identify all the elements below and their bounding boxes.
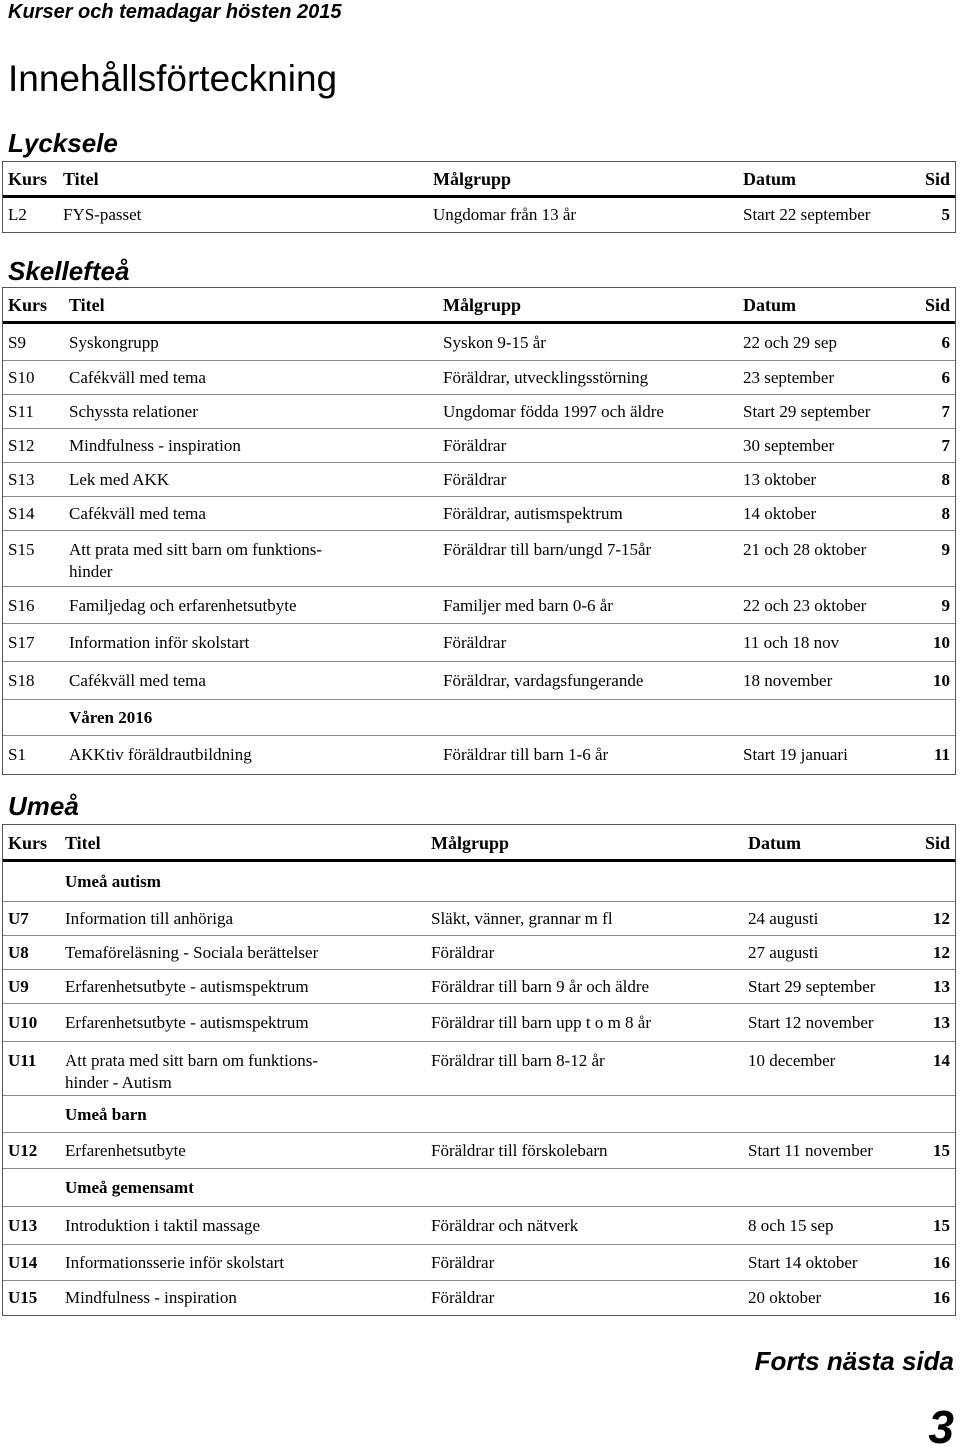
table-row [3,198,955,232]
cell-kurs: U10 [8,1013,38,1032]
column-header-datum: Datum [743,169,796,189]
table-subheading-row [3,700,955,736]
table-row [3,497,955,531]
cell-datum: Start 29 september [743,402,871,421]
cell-titel: FYS-passet [63,205,142,224]
cell-titel: Mindfulness - inspiration [69,436,241,455]
cell-malgrupp: Ungdomar födda 1997 och äldre [443,402,664,421]
cell-malgrupp: Föräldrar [431,1288,495,1307]
cell-malgrupp: Släkt, vänner, grannar m fl [431,909,613,928]
table-row [3,587,955,624]
cell-malgrupp: Föräldrar, utvecklingsstörning [443,368,649,387]
section-title-skelleftea: Skellefteå [8,256,130,286]
cell-sid: 6 [941,368,950,387]
table-row [3,395,955,429]
cell-malgrupp: Föräldrar, vardagsfungerande [443,671,644,690]
cell-datum: Start 22 september [743,205,871,224]
cell-malgrupp: Föräldrar och nätverk [431,1216,579,1235]
column-header-kurs: Kurs [8,295,48,315]
table-row [3,662,955,700]
cell-datum: 22 och 29 sep [743,333,837,352]
table-row [3,1133,955,1169]
cell-sid: 13 [933,977,950,996]
table-row [3,624,955,662]
cell-titel: Cafékväll med tema [69,671,206,690]
continued-next-page-label: Forts nästa sida [754,1346,954,1376]
cell-sid: 6 [941,333,950,352]
row-subheading: Umeå barn [65,1105,147,1124]
cell-titel: AKKtiv föräldrautbildning [69,745,252,764]
cell-sid: 8 [941,470,950,489]
course-table-umea [2,824,956,1316]
table-subheading-row [3,1096,955,1133]
cell-datum: 27 augusti [748,943,819,962]
cell-kurs: U11 [8,1051,37,1070]
cell-titel: Mindfulness - inspiration [65,1288,237,1307]
section-title-lycksele: Lycksele [8,128,118,158]
cell-sid: 5 [941,205,950,224]
column-header-malgrupp: Målgrupp [431,833,510,853]
cell-datum: 23 september [743,368,835,387]
cell-malgrupp: Föräldrar till barn 9 år och äldre [431,977,650,996]
cell-datum: Start 19 januari [743,745,848,764]
table-row [3,1281,955,1315]
cell-sid: 14 [933,1051,950,1070]
cell-datum: 30 september [743,436,835,455]
cell-malgrupp: Föräldrar till barn 8-12 år [431,1051,605,1070]
cell-datum: Start 11 november [748,1141,873,1160]
cell-malgrupp: Ungdomar från 13 år [433,205,577,224]
table-row [3,970,955,1004]
cell-titel: Temaföreläsning - Sociala berättelser [65,943,319,962]
table-row [3,531,955,587]
table-row [3,1207,955,1245]
cell-kurs: S1 [8,745,26,764]
cell-datum: 10 december [748,1051,836,1070]
cell-datum: 21 och 28 oktober [743,540,867,559]
cell-sid: 13 [933,1013,950,1032]
cell-titel: Information till anhöriga [65,909,234,928]
cell-titel: Erfarenhetsutbyte - autismspektrum [65,977,309,996]
cell-titel: Att prata med sitt barn om funktions- hinder [69,540,323,581]
cell-titel: Att prata med sitt barn om funktions- hinder - Autism [65,1051,319,1092]
cell-sid: 12 [933,943,950,962]
row-subheading: Umeå autism [65,872,161,891]
cell-titel: Erfarenhetsutbyte - autismspektrum [65,1013,309,1032]
cell-datum: 24 augusti [748,909,819,928]
cell-datum: 18 november [743,671,833,690]
table-row [3,936,955,970]
cell-kurs: U15 [8,1288,38,1307]
cell-kurs: U13 [8,1216,38,1235]
page-header: Kurser och temadagar hösten 2015 [8,1,342,23]
table-header-row [3,825,955,862]
cell-kurs: S14 [8,504,35,523]
table-row [3,463,955,497]
cell-malgrupp: Föräldrar till barn/ungd 7-15år [443,540,652,559]
cell-datum: 22 och 23 oktober [743,596,867,615]
table-row [3,736,955,774]
cell-kurs: S12 [8,436,35,455]
table-row [3,1245,955,1281]
cell-sid: 15 [933,1216,950,1235]
cell-kurs: U12 [8,1141,38,1160]
cell-titel: Familjedag och erfarenhetsutbyte [69,596,297,615]
row-subheading: Umeå gemensamt [65,1178,194,1197]
column-header-titel: Titel [63,169,99,189]
table-row [3,324,955,361]
cell-datum: Start 12 november [748,1013,874,1032]
cell-malgrupp: Föräldrar till förskolebarn [431,1141,608,1160]
cell-malgrupp: Föräldrar [443,470,507,489]
cell-sid: 16 [933,1253,950,1272]
column-header-datum: Datum [743,295,796,315]
cell-kurs: S15 [8,540,35,559]
cell-sid: 7 [941,436,950,455]
cell-datum: Start 29 september [748,977,876,996]
cell-kurs: L2 [8,205,27,224]
cell-kurs: S16 [8,596,35,615]
column-header-titel: Titel [69,295,105,315]
cell-titel: Erfarenhetsutbyte [65,1141,186,1160]
column-header-kurs: Kurs [8,833,48,853]
cell-datum: Start 14 oktober [748,1253,858,1272]
table-subheading-row [3,862,955,902]
column-header-sid: Sid [924,169,950,189]
table-header-row [3,288,955,324]
cell-titel: Cafékväll med tema [69,368,206,387]
column-header-sid: Sid [924,295,950,315]
column-header-datum: Datum [748,833,801,853]
cell-kurs: U7 [8,909,29,928]
toc-title: Innehållsförteckning [8,58,338,99]
column-header-titel: Titel [65,833,101,853]
cell-kurs: S11 [8,402,34,421]
table-row [3,1004,955,1042]
cell-kurs: U8 [8,943,29,962]
cell-datum: 14 oktober [743,504,817,523]
cell-titel: Information inför skolstart [69,633,250,652]
cell-datum: 13 oktober [743,470,817,489]
cell-datum: 8 och 15 sep [748,1216,834,1235]
table-row [3,361,955,395]
cell-sid: 9 [941,540,950,559]
cell-titel: Introduktion i taktil massage [65,1216,260,1235]
column-header-malgrupp: Målgrupp [443,295,522,315]
cell-malgrupp: Föräldrar, autismspektrum [443,504,623,523]
cell-sid: 7 [941,402,950,421]
cell-titel: Lek med AKK [69,470,170,489]
table-row [3,429,955,463]
cell-kurs: S17 [8,633,35,652]
cell-malgrupp: Syskon 9-15 år [443,333,546,352]
cell-sid: 11 [933,745,950,764]
cell-titel: Schyssta relationer [69,402,198,421]
table-row [3,1042,955,1096]
section-title-umea: Umeå [8,791,79,821]
cell-malgrupp: Föräldrar till barn 1-6 år [443,745,609,764]
cell-sid: 9 [941,596,950,615]
cell-kurs: U14 [8,1253,38,1272]
cell-titel: Cafékväll med tema [69,504,206,523]
page-number: 3 [928,1401,954,1453]
table-header-row [3,162,955,198]
cell-sid: 10 [933,671,950,690]
row-subheading: Våren 2016 [69,708,153,727]
column-header-kurs: Kurs [8,169,48,189]
cell-kurs: S10 [8,368,35,387]
cell-titel: Syskongrupp [69,333,159,352]
cell-malgrupp: Föräldrar [443,633,507,652]
column-header-malgrupp: Målgrupp [433,169,512,189]
cell-malgrupp: Föräldrar till barn upp t o m 8 år [431,1013,652,1032]
course-table-skelleftea [2,287,956,775]
cell-sid: 10 [933,633,950,652]
cell-datum: 20 oktober [748,1288,822,1307]
column-header-sid: Sid [924,833,950,853]
table-subheading-row [3,1169,955,1207]
cell-sid: 8 [941,504,950,523]
cell-titel: Informationsserie inför skolstart [65,1253,285,1272]
cell-sid: 12 [933,909,950,928]
cell-sid: 15 [933,1141,950,1160]
cell-sid: 16 [933,1288,950,1307]
cell-malgrupp: Föräldrar [443,436,507,455]
cell-kurs: U9 [8,977,29,996]
table-row [3,902,955,936]
cell-malgrupp: Föräldrar [431,1253,495,1272]
cell-kurs: S9 [8,333,26,352]
course-table-lycksele [2,161,956,233]
cell-kurs: S13 [8,470,35,489]
cell-datum: 11 och 18 nov [743,633,840,652]
cell-kurs: S18 [8,671,35,690]
cell-malgrupp: Familjer med barn 0-6 år [443,596,613,615]
cell-malgrupp: Föräldrar [431,943,495,962]
